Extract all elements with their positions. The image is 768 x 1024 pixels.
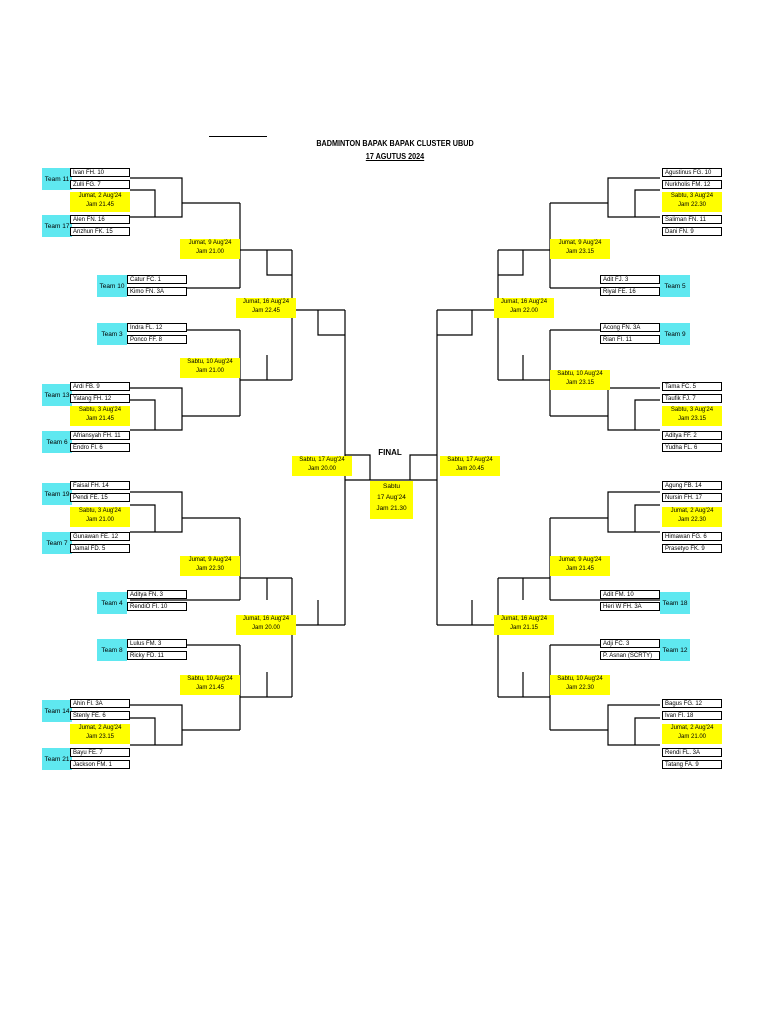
team-label: Team 13	[42, 384, 72, 406]
match-schedule: Jumat, 9 Aug'24 Jam 21.00	[180, 239, 240, 259]
player-name: Jackson FM. 1	[70, 760, 130, 769]
match-schedule: Sabtu, 3 Aug'24 Jam 21.00	[70, 507, 130, 527]
player-name: Adit FJ. 3	[600, 275, 660, 284]
player-name: Prasetyo FK. 9	[662, 544, 722, 553]
match-schedule: Jumat, 9 Aug'24 Jam 23.15	[550, 239, 610, 259]
player-name: Heri W FH. 3A	[600, 602, 660, 611]
team-label: Team 12	[660, 639, 690, 661]
player-name: Ricky FD. 11	[127, 651, 187, 660]
team-label: Team 17	[42, 215, 72, 237]
match-schedule: Jumat, 9 Aug'24 Jam 22.30	[180, 556, 240, 576]
match-schedule: Jumat, 16 Aug'24 Jam 22.45	[236, 298, 296, 318]
match-schedule: Sabtu, 3 Aug'24 Jam 22.30	[662, 192, 722, 212]
player-name: Gunawan FE. 12	[70, 532, 130, 541]
player-name: Himawan FG. 6	[662, 532, 722, 541]
player-name: Zulli FG. 7	[70, 180, 130, 189]
player-name: Catur FC. 1	[127, 275, 187, 284]
player-name: Yudha FL. 6	[662, 443, 722, 452]
player-name: Aditya FN. 3	[127, 590, 187, 599]
player-name: Indra FL. 12	[127, 323, 187, 332]
team-label: Team 9	[660, 323, 690, 345]
player-name: Yatang FH. 12	[70, 394, 130, 403]
player-name: Tatang FA. 9	[662, 760, 722, 769]
team-label: Team 7	[42, 532, 72, 554]
player-name: Lulus FM. 3	[127, 639, 187, 648]
player-name: Bagus FG. 12	[662, 699, 722, 708]
player-name: Ahin FI. 3A	[70, 699, 130, 708]
player-name: Ivan FI. 18	[662, 711, 722, 720]
final-schedule: Sabtu 17 Aug'24 Jam 21.30	[370, 481, 413, 519]
player-name: Nurkholis FM. 12	[662, 180, 722, 189]
match-schedule: Jumat, 2 Aug'24 Jam 21.45	[70, 192, 130, 212]
match-schedule: Sabtu, 3 Aug'24 Jam 23.15	[662, 406, 722, 426]
player-name: Ivan FH. 10	[70, 168, 130, 177]
player-name: Kimo FN. 3A	[127, 287, 187, 296]
player-name: Alen FN. 16	[70, 215, 130, 224]
player-name: Nursin FH. 17	[662, 493, 722, 502]
player-name: Stenly FE. 6	[70, 711, 130, 720]
match-schedule: Sabtu, 17 Aug'24 Jam 20.45	[440, 456, 500, 476]
match-schedule: Jumat, 2 Aug'24 Jam 23.15	[70, 724, 130, 744]
team-label: Team 11	[42, 168, 72, 190]
team-label: Team 8	[97, 639, 127, 661]
player-name: Jamal FD. 5	[70, 544, 130, 553]
player-name: P. Asnan (SCRTY)	[600, 651, 660, 660]
player-name: Acong FN. 3A	[600, 323, 660, 332]
team-label: Team 18	[660, 592, 690, 614]
final-label: FINAL	[378, 448, 402, 457]
match-schedule: Jumat, 9 Aug'24 Jam 21.45	[550, 556, 610, 576]
player-name: Adit FM. 10	[600, 590, 660, 599]
team-label: Team 10	[97, 275, 127, 297]
player-name: Rian FI. 11	[600, 335, 660, 344]
match-schedule: Jumat, 16 Aug'24 Jam 22.00	[494, 298, 554, 318]
team-label: Team 3	[97, 323, 127, 345]
team-label: Team 5	[660, 275, 690, 297]
player-name: Anzhun FK. 15	[70, 227, 130, 236]
player-name: Taufik FJ. 7	[662, 394, 722, 403]
match-schedule: Sabtu, 10 Aug'24 Jam 23.15	[550, 370, 610, 390]
match-schedule: Jumat, 16 Aug'24 Jam 21.15	[494, 615, 554, 635]
player-name: Saliman FN. 11	[662, 215, 722, 224]
player-name: Pendi FE. 15	[70, 493, 130, 502]
match-schedule: Sabtu, 17 Aug'24 Jam 20.00	[292, 456, 352, 476]
player-name: RendiO FI. 10	[127, 602, 187, 611]
player-name: Rendi FL. 3A	[662, 748, 722, 757]
match-schedule: Sabtu, 10 Aug'24 Jam 22.30	[550, 675, 610, 695]
player-name: Faisal FH. 14	[70, 481, 130, 490]
player-name: Bayu FE. 7	[70, 748, 130, 757]
match-schedule: Sabtu, 10 Aug'24 Jam 21.00	[180, 358, 240, 378]
team-label: Team 14	[42, 700, 72, 722]
player-name: Ponco FF. 8	[127, 335, 187, 344]
player-name: Agung FB. 14	[662, 481, 722, 490]
match-schedule: Sabtu, 10 Aug'24 Jam 21.45	[180, 675, 240, 695]
player-name: Ardi FB. 9	[70, 382, 130, 391]
match-schedule: Jumat, 2 Aug'24 Jam 22.30	[662, 507, 722, 527]
player-name: Endro FI. 6	[70, 443, 130, 452]
match-schedule: Jumat, 2 Aug'24 Jam 21.00	[662, 724, 722, 744]
bracket-date: 17 AGUTUS 2024	[365, 151, 425, 161]
player-name: Tama FC. 5	[662, 382, 722, 391]
bracket-title: BADMINTON BAPAK BAPAK CLUSTER UBUD	[316, 138, 474, 148]
player-name: Dani FN. 9	[662, 227, 722, 236]
player-name: Aditya FF. 2	[662, 431, 722, 440]
player-name: Afriansyah FH. 11	[70, 431, 130, 440]
match-schedule: Sabtu, 3 Aug'24 Jam 21.45	[70, 406, 130, 426]
player-name: Adji FC. 3	[600, 639, 660, 648]
match-schedule: Jumat, 16 Aug'24 Jam 20.00	[236, 615, 296, 635]
team-label: Team 4	[97, 592, 127, 614]
team-label: Team 6	[42, 431, 72, 453]
team-label: Team 19	[42, 483, 72, 505]
player-name: Riyal FE. 16	[600, 287, 660, 296]
team-label: Team 21	[42, 748, 72, 770]
player-name: Agustinus FG. 10	[662, 168, 722, 177]
